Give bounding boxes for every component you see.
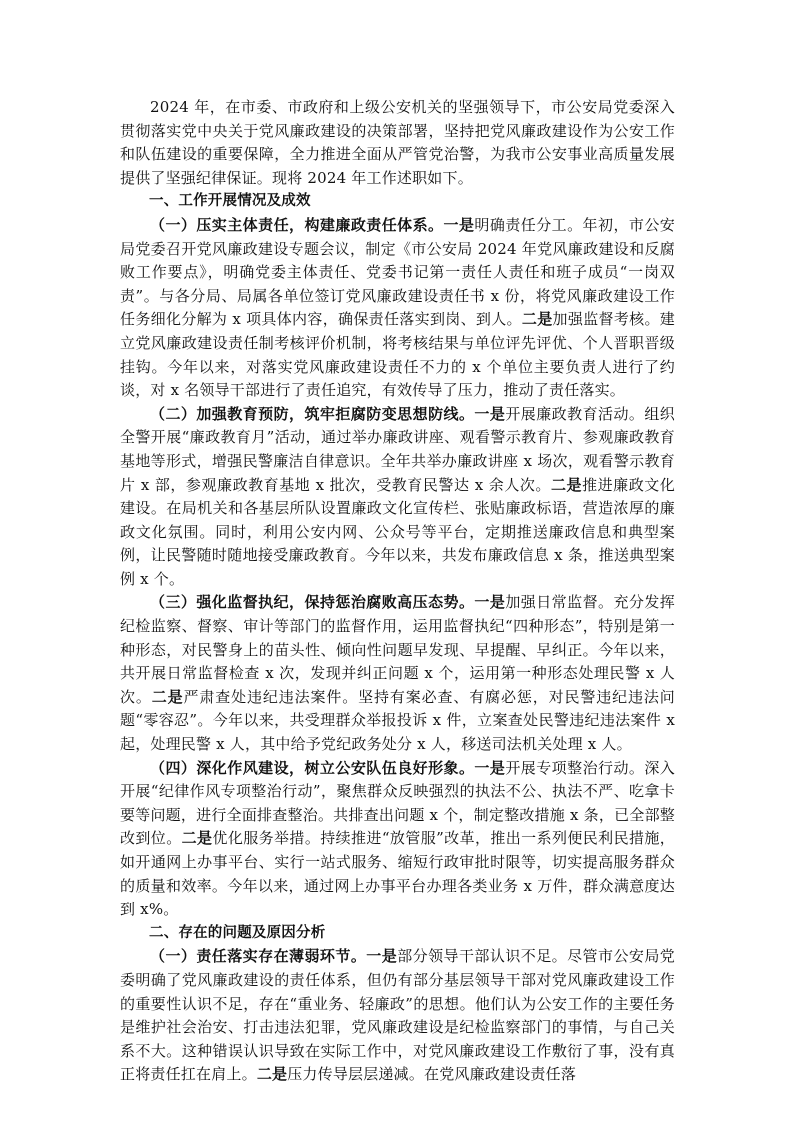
point-text: 加强日常监督。充分发挥纪检监察、督察、审计等部门的监督作用，运用监督执纪“四种形态”，特别是第一种形态，对民警身上的苗头性、倾向性问题早发现、早提醒、早纠正。今年以来，共开展日常监督检查 x 次，发现并纠正问题 x 个，运用第一种形态处理民警 x 人次。 (120, 593, 676, 706)
point-label: 二是 (550, 475, 583, 494)
subsection-title: （一）责任落实存在薄弱环节。 (150, 947, 367, 966)
subsection-title: （一）压实主体责任，构建廉政责任体系。 (150, 215, 444, 234)
section-1-paragraph-1 (120, 214, 675, 403)
point-text: 严肃查处违纪违法案件。坚持有案必查、有腐必惩，对民警违纪违法问题“零容忍”。今年以来，共受理群众举报投诉 x 件，立案查处民警违纪违法案件 x 起，处理民警 x 人，其中给予党纪政务处分 x 人，移送司法机关处理 x 人。 (120, 687, 676, 754)
point-text: 开展专项整治行动。深入开展“纪律作风专项整治行动”，聚焦群众反映强烈的执法不公、执法不严、吃拿卡要等问题，进行全面排查整治。共排查出问题 x 个，制定整改措施 x 条，已全部整改到位。 (120, 758, 676, 848)
intro-paragraph: 2024 年，在市委、市政府和上级公安机关的坚强领导下，市公安局党委深入贯彻落实党中央关于党风廉政建设的决策部署，坚持把党风廉政建设作为公安工作和队伍建设的重要保障，全力推进全面从严管党治警，为我市公安事业高质量发展提供了坚强纪律保证。现将 2024 年工作述职如下。 (120, 98, 675, 187)
point-label: 二是 (151, 687, 184, 706)
point-label: 一是 (366, 947, 398, 966)
section-2-heading: 二、存在的问题及原因分析 (149, 924, 326, 941)
point-text: 部分领导干部认识不足。尽管市公安局党委明确了党风廉政建设的责任体系，但仍有部分基层领导干部对党风廉政建设工作的重要性认识不足，存在“重业务、轻廉政”的思想。他们认为公安工作的主要任务是维护社会治安、打击违法犯罪，党风廉政建设是纪检监察部门的事情，与自己关系不大。这种错误认识导致在实际工作中，对党风廉政建设工作敷衍了事，没有真正将责任扛在肩上。 (120, 947, 675, 1084)
section-2-paragraph-1 (120, 945, 675, 1087)
point-label: 二是 (181, 829, 213, 848)
point-text: 加强监督考核。建立党风廉政建设责任制考核评价机制，将考核结果与单位评先评优、个人晋职晋级挂钩。今年以来，对落实党风廉政建设责任不力的 x 个单位主要负责人进行了约谈，对 x 名领导干部进行了责任追究，有效传导了压力，推动了责任落实。 (120, 310, 675, 400)
point-text: 明确责任分工。年初，市公安局党委召开党风廉政建设专题会议，制定《市公安局 2024 年党风廉政建设和反腐败工作要点》，明确党委主体责任、党委书记第一责任人责任和班子成员“一岗双责”。与各分局、局属各单位签订党风廉政建设责任书 x 份，将党风廉政建设工作任务细化分解为 x 项具体内容，确保责任落实到岗、到人。 (120, 215, 675, 329)
point-text: 开展廉政教育活动。组织全警开展“廉政教育月”活动，通过举办廉政讲座、观看警示教育片、参观廉政教育基地等形式，增强民警廉洁自律意识。全年共举办廉政讲座 x 场次，观看警示教育片 x 部，参观廉政教育基地 x 批次，受教育民警达 x 余人次。 (120, 404, 676, 494)
section-1-heading: 一、工作开展情况及成效 (149, 193, 311, 210)
subsection-title: （四）深化作风建设，树立公安队伍良好形象。 (150, 758, 475, 777)
subsection-title: （二）加强教育预防，筑牢拒腐防变思想防线。 (150, 404, 475, 423)
point-label: 一是 (443, 215, 475, 234)
point-label: 一是 (474, 758, 506, 777)
point-label: 二是 (521, 310, 553, 329)
point-text: 压力传导层层递减。在党风廉政建设责任落 (287, 1065, 577, 1084)
section-1-paragraph-4 (120, 757, 675, 922)
point-label: 一是 (474, 593, 506, 612)
point-label: 二是 (256, 1065, 288, 1084)
section-1-paragraph-3 (120, 591, 675, 756)
section-1-paragraph-2 (120, 403, 675, 592)
point-label: 一是 (474, 404, 506, 423)
point-text: 推进廉政文化建设。在局机关和各基层所队设置廉政文化宣传栏、张贴廉政标语，营造浓厚的廉政文化氛围。同时，利用公安内网、公众号等平台，定期推送廉政信息和典型案例，让民警随时随地接受廉政教育。今年以来，共发布廉政信息 x 条，推送典型案例 x 个。 (120, 475, 675, 588)
point-text: 优化服务举措。持续推进“放管服”改革，推出一系列便民利民措施，如开通网上办事平台、实行一站式服务、缩短行政审批时限等，切实提高服务群众的质量和效率。今年以来，通过网上办事平台办理各类业务 x 万件，群众满意度达到 x%。 (120, 829, 675, 919)
subsection-title: （三）强化监督执纪，保持惩治腐败高压态势。 (150, 593, 475, 612)
